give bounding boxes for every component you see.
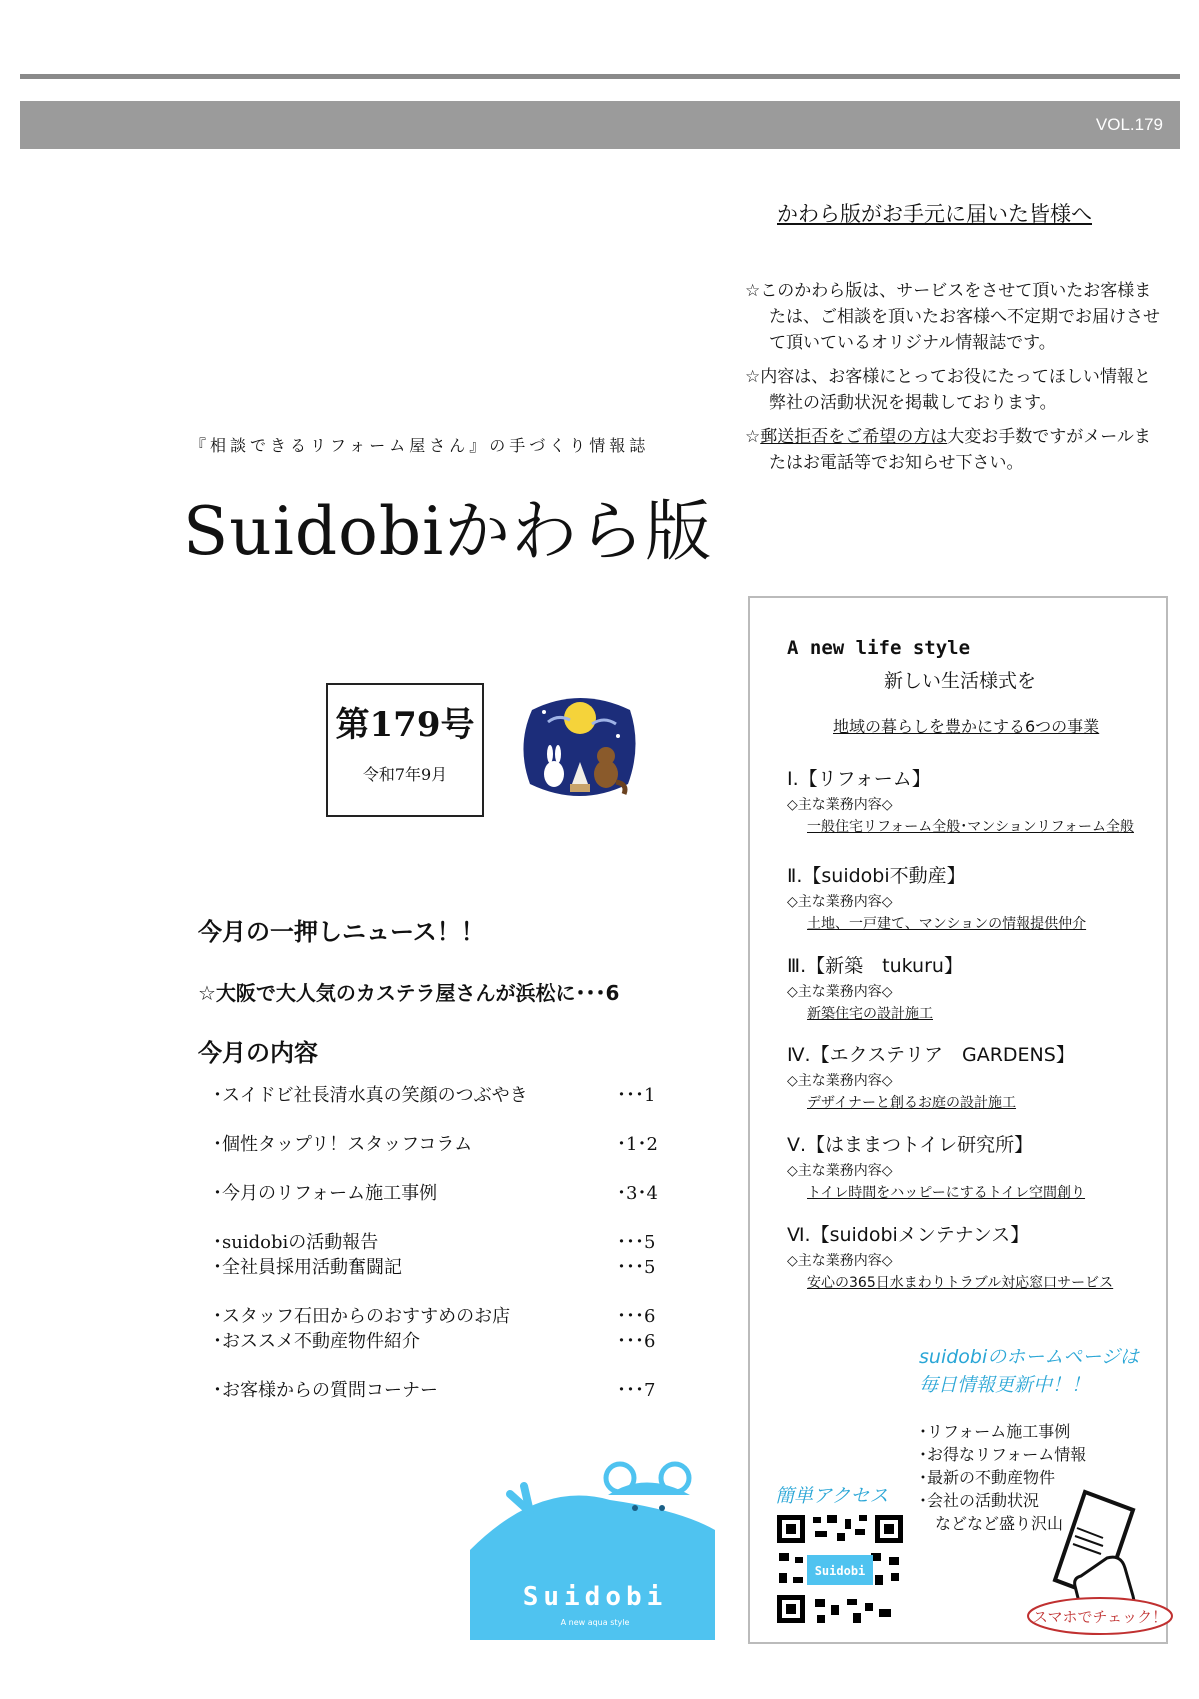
tagline: 『相談できるリフォーム屋さん』の手づくり情報誌 [190,436,650,455]
moon-viewing-illustration [520,692,638,800]
business-item: Ⅳ.【エクステリア GARDENS】 ◇主な業務内容◇ デザイナーと創るお庭の設計施工 [787,1044,1075,1111]
business-item: Ⅴ.【はままつトイレ研究所】 ◇主な業務内容◇ トイレ時間をハッピーにするトイレ空間創り [787,1134,1086,1201]
business-item: Ⅱ.【suidobi不動産】 ◇主な業務内容◇ 土地、一戸建て、マンションの情報提供仲介 [787,865,1087,932]
news-item: ☆大阪で大人気のカステラ屋さんが浜松に･･･6 [198,981,620,1005]
notice-item: ☆内容は、お客様にとってお役にたってほしい情報と弊社の活動状況を掲載しております。 [745,367,1151,413]
list-item: などなど盛り沢山 [919,1514,1064,1533]
notice-item-underlined: 郵送拒否をご希望の方は [760,427,948,447]
list-item: ･最新の不動産物件 [919,1468,1056,1487]
top-rule [20,74,1180,79]
toc-row: ･今月のリフォーム施工事例 ･3･4 [213,1183,658,1204]
smartphone-icon [1025,1488,1175,1638]
toc-row: ･スイドビ社長清水真の笑顔のつぶやき ･･･1 [213,1085,656,1106]
list-item: ･会社の活動状況 [919,1491,1040,1510]
contents-heading: 今月の内容 [198,1039,318,1067]
notice-title: かわら版がお手元に届いた皆様へ [777,202,1092,226]
list-item: ･リフォーム施工事例 [919,1422,1071,1441]
easy-access-label: 簡単アクセス [775,1485,889,1507]
toc-row: ･お客様からの質問コーナー ･･･7 [213,1380,656,1401]
toc-row: ･個性タップリ！スタッフコラム ･1･2 [213,1134,658,1155]
notice-list [745,278,1165,484]
panel-subtitle: 地域の暮らしを豊かにする6つの事業 [833,717,1100,736]
qr-logo-text: Suidobi [814,1564,866,1578]
toc-row: ･おススメ不動産物件紹介 ･･･6 [213,1331,656,1352]
notice-item: ☆郵送拒否をご希望の方は大変お手数ですがメールまたはお電話等でお知らせ下さい。 [745,427,1151,473]
mascot-logo-tagline: A new aqua style [560,1618,630,1627]
notice-item: ☆このかわら版は、サービスをさせて頂いたお客様または、ご相談を頂いたお客様へ不定期でお届けさせて頂いているオリジナル情報誌です。 [745,281,1160,353]
table-of-contents [213,1083,663,1403]
business-item: Ⅵ.【suidobiメンテナンス】 ◇主な業務内容◇ 安心の365日水まわりトラブル対応窓口サービス [787,1224,1114,1291]
issue-date: 令和7年9月 [362,765,448,784]
header-band [20,101,1180,149]
toc-row: ･全社員採用活動奮闘記 ･･･5 [213,1257,656,1278]
toc-row: ･スタッフ石田からのおすすめのお店 ･･･6 [213,1306,656,1327]
panel-japanese-title: 新しい生活様式を [884,670,1037,692]
business-item: Ⅲ.【新築 tukuru】 ◇主な業務内容◇ 新築住宅の設計施工 [787,955,963,1022]
panel-english-title: A new life style [787,637,971,659]
toc-row: ･suidobiの活動報告 ･･･5 [213,1232,656,1253]
issue-number: 第179号 [335,705,475,745]
list-item: ･お得なリフォーム情報 [919,1445,1087,1464]
suidobi-mascot-logo [470,1440,715,1640]
volume-label: VOL.179 [1095,115,1163,134]
qr-code[interactable] [775,1513,905,1625]
publication-title: Suidobiかわら版 [183,493,713,570]
homepage-callout: suidobiのホームページは 毎日情報更新中！！ [919,1346,1139,1396]
phone-bubble-text: スマホでチェック！ [1032,1608,1168,1626]
mascot-logo-text: Suidobi [522,1582,668,1612]
issue-box [326,683,484,817]
news-heading: 今月の一押しニュース！！ [198,918,485,946]
business-item: Ⅰ.【リフォーム】 ◇主な業務内容◇ 一般住宅リフォーム全般･マンションリフォーム全般 [787,768,1134,835]
